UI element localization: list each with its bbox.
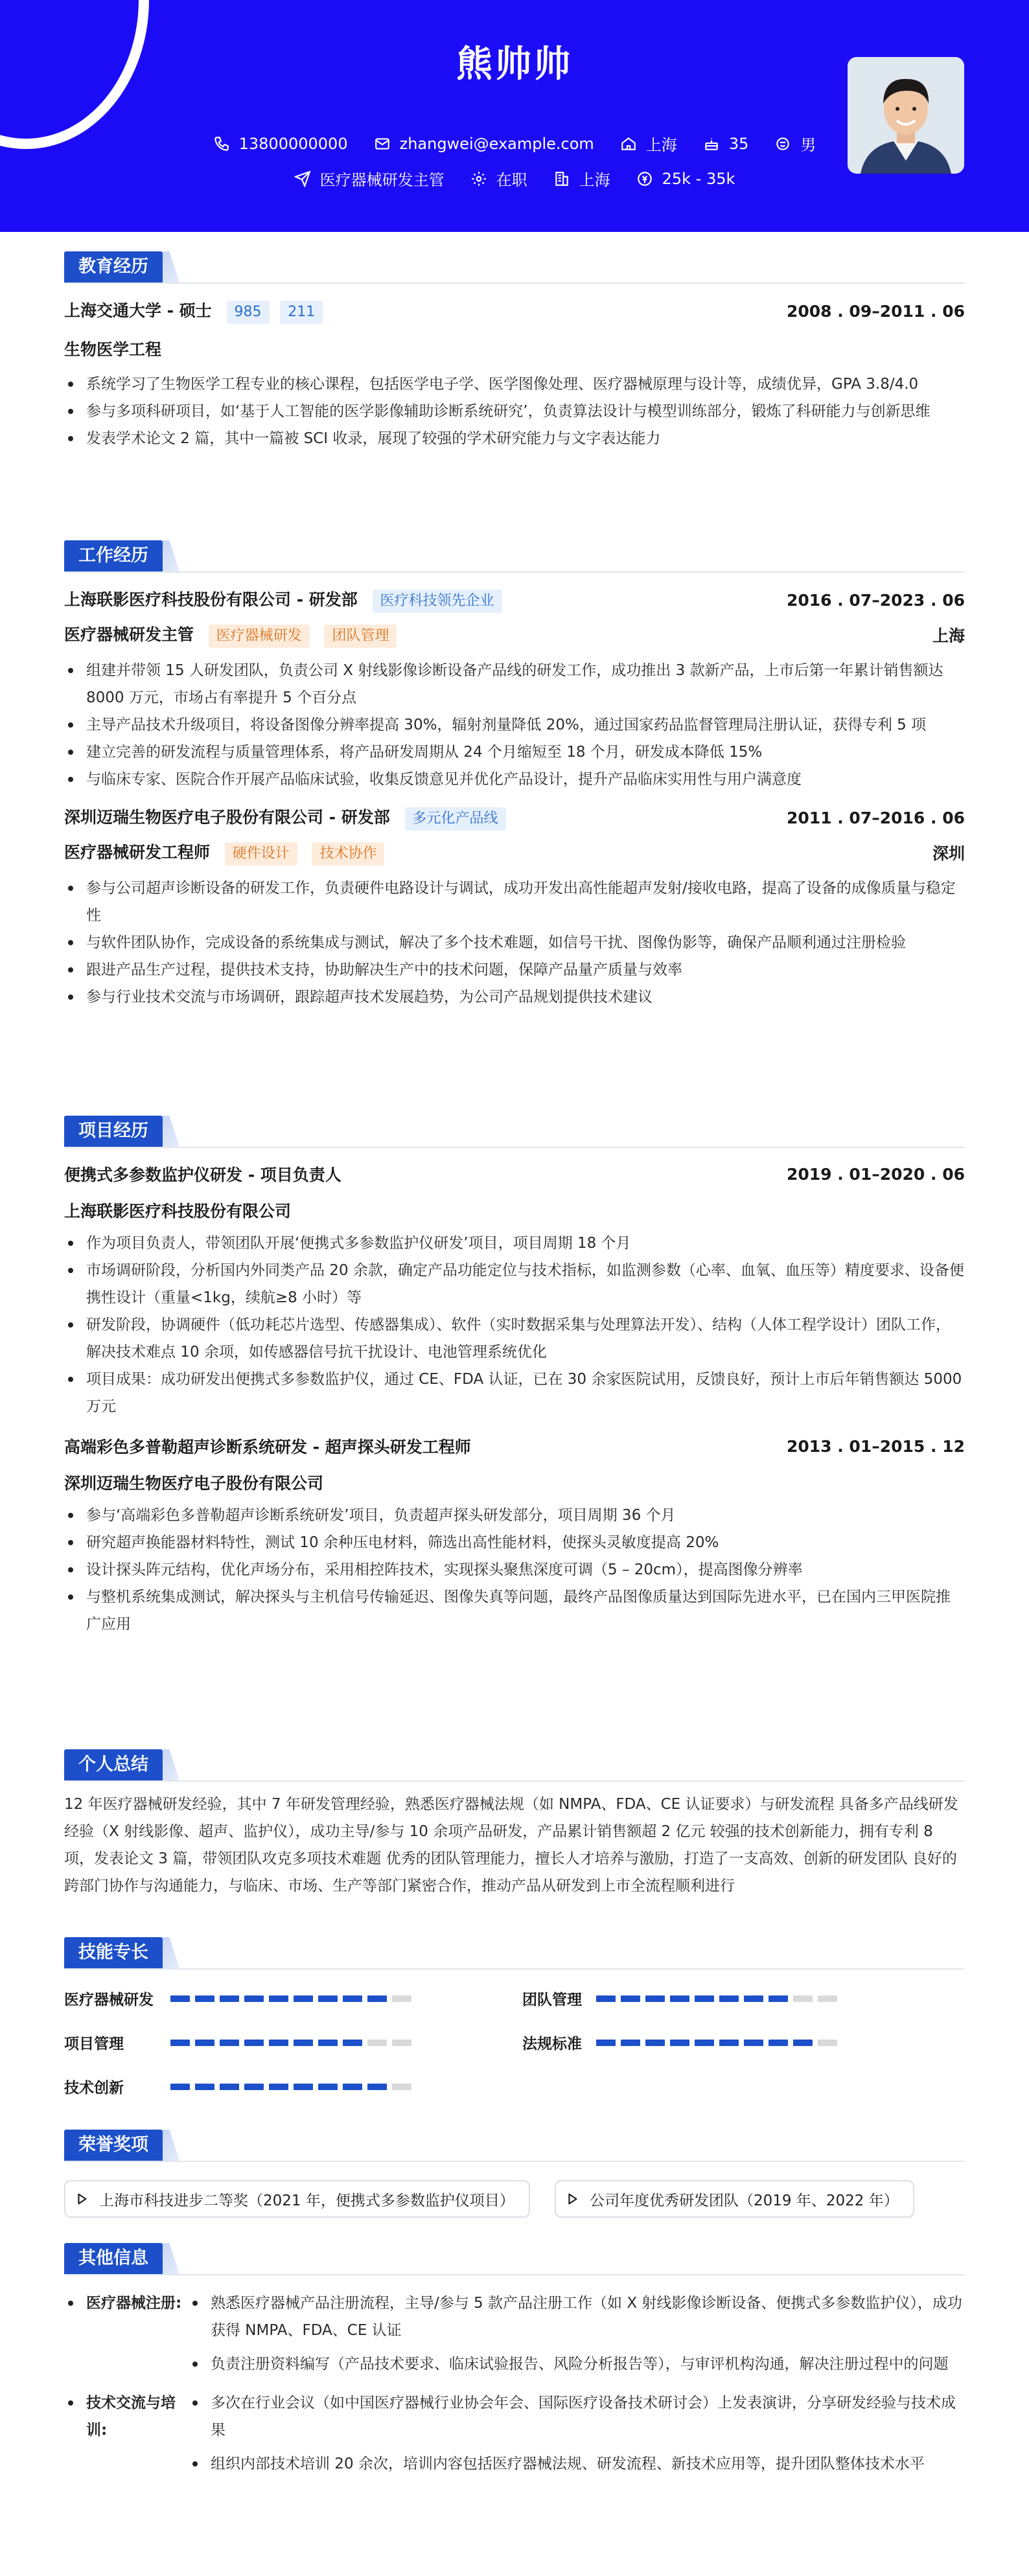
skill-segment <box>392 2084 411 2090</box>
role-tag: 硬件设计 <box>225 842 297 866</box>
skill-segment <box>392 1995 411 2002</box>
major-name: 生物医学工程 <box>64 340 162 359</box>
job-role-line <box>64 622 397 648</box>
skill-name: 医疗器械研发 <box>64 1992 154 2008</box>
job-header-row <box>64 805 965 831</box>
avatar <box>848 57 964 174</box>
skill-item <box>64 2032 417 2053</box>
skill-segment <box>367 1995 387 2002</box>
other-label: 技术交流与培训: <box>64 2389 189 2478</box>
list-item: 项目成果：成功研发出便携式多参数监护仪，通过 CE、FDA 认证，已在 30 余家医院试用，反馈良好，预计上市后年销售额达 5000 万元 <box>64 1366 965 1420</box>
project-name: 高端彩色多普勒超声诊断系统研发 - 超声探头研发工程师 <box>64 1438 471 1456</box>
phone-info <box>213 135 348 153</box>
education-row <box>64 298 965 324</box>
skills-grid <box>64 1970 965 2097</box>
skill-segment <box>170 1995 190 2002</box>
section-title: 项目经历 <box>64 1116 163 1147</box>
position-info <box>294 167 445 190</box>
list-item: 参与公司超声诊断设备的研发工作，负责硬件电路设计与调试，成功开发出高性能超声发射/接收电路，提高了设备的成像质量与稳定性 <box>64 875 965 929</box>
skill-segment <box>170 2040 190 2046</box>
honors-section <box>64 2130 965 2209</box>
gender-icon <box>774 135 791 152</box>
honor-text: 公司年度优秀研发团队（2019 年、2022 年） <box>590 2192 899 2209</box>
job-location: 上海 <box>932 627 965 645</box>
skill-segment <box>769 2040 788 2046</box>
skill-name: 法规标准 <box>522 2036 582 2053</box>
skill-segment <box>621 1995 640 2002</box>
gender-info <box>774 132 816 155</box>
skill-segment <box>318 1995 338 2002</box>
skill-segment <box>244 1995 264 2002</box>
skill-item <box>522 2032 842 2053</box>
list-item: 组织内部技术培训 20 余次，培训内容包括医疗器械法规、研发流程、新技术应用等，提升团队整体技术水平 <box>189 2450 965 2478</box>
job-header-row <box>64 587 965 613</box>
skill-level-bar <box>170 1995 417 2002</box>
summary-section <box>64 1749 965 1900</box>
role-tag: 医疗器械研发 <box>209 625 310 648</box>
education-date: 2008 . 09–2011 . 06 <box>786 301 965 321</box>
skill-segment <box>195 2040 214 2046</box>
school-tag: 985 <box>227 301 270 324</box>
skill-segment <box>269 2084 288 2090</box>
skill-name: 团队管理 <box>522 1992 582 2008</box>
skill-name: 技术创新 <box>64 2080 124 2097</box>
other-bullets <box>189 2389 965 2478</box>
skill-segment <box>670 2040 689 2046</box>
email-info <box>374 135 594 153</box>
home-icon <box>620 135 637 152</box>
job-bullets <box>64 875 965 1011</box>
section-title: 个人总结 <box>64 1749 163 1780</box>
list-item: 跟进产品生产过程，提供技术支持，协助解决生产中的技术问题，保障产品量产质量与效率 <box>64 956 965 983</box>
school-line <box>64 298 323 324</box>
target-city-text: 上海 <box>579 171 610 189</box>
job-role-row <box>64 840 965 866</box>
list-item: 组建并带领 15 人研发团队，负责公司 X 射线影像诊断设备产品线的研发工作，成功推出 3 款新产品，上市后第一年累计销售额达 8000 万元，市场占有率提升 5 个百分点 <box>64 657 965 711</box>
project-org: 上海联影医疗科技股份有限公司 <box>64 1202 292 1221</box>
project-name: 便携式多参数监护仪研发 - 项目负责人 <box>64 1166 341 1184</box>
skill-segment <box>367 2084 387 2090</box>
other-section <box>64 2243 965 2478</box>
section-title: 技能专长 <box>64 1937 163 1968</box>
skill-segment <box>269 1995 288 2002</box>
skill-segment <box>769 1995 788 2002</box>
play-icon <box>75 2192 89 2206</box>
job-org: 上海联影医疗科技股份有限公司 - 研发部 <box>64 590 358 609</box>
skill-segment <box>719 1995 739 2002</box>
phone-text: 13800000000 <box>238 134 348 153</box>
phone-icon <box>213 135 230 152</box>
section-title: 荣誉奖项 <box>64 2130 163 2161</box>
honors-header <box>64 2130 965 2162</box>
status-text: 在职 <box>496 171 527 189</box>
skill-segment <box>294 1995 313 2002</box>
skill-segment <box>621 2040 640 2046</box>
skill-segment <box>670 1995 689 2002</box>
job-location: 深圳 <box>932 844 965 863</box>
gear-icon <box>470 170 487 187</box>
skill-segment <box>244 2084 264 2090</box>
skill-segment <box>596 1995 616 2002</box>
role-tag: 团队管理 <box>324 625 397 648</box>
other-label: 医疗器械注册: <box>64 2290 189 2378</box>
job-date: 2011 . 07–2016 . 06 <box>786 808 965 827</box>
other-header <box>64 2243 965 2275</box>
skill-segment <box>793 2040 813 2046</box>
other-bullets <box>189 2290 965 2378</box>
list-item: 研发阶段，协调硬件（低功耗芯片选型、传感器集成）、软件（实时数据采集与处理算法开发）、结构（人体工程学设计）团队工作，解决技术难点 10 余项，如传感器信号抗干扰设计、电池管理系统优化 <box>64 1311 965 1366</box>
skill-item <box>64 1988 417 2009</box>
section-title: 工作经历 <box>64 540 163 571</box>
candidate-name: 熊帅帅 <box>456 43 573 86</box>
skill-segment <box>220 2040 239 2046</box>
list-item: 参与行业技术交流与市场调研，跟踪超声技术发展趋势，为公司产品规划提供技术建议 <box>64 983 965 1011</box>
skill-segment <box>695 1995 714 2002</box>
skill-segment <box>318 2084 338 2090</box>
skill-segment <box>318 2040 338 2046</box>
education-header <box>64 251 965 284</box>
skill-segment <box>744 2040 763 2046</box>
skill-item <box>522 1988 842 2009</box>
email-icon <box>374 135 391 152</box>
skill-segment <box>818 1995 837 2002</box>
summary-header <box>64 1749 965 1782</box>
skill-segment <box>793 1995 813 2002</box>
skill-segment <box>645 2040 665 2046</box>
project-header-row <box>64 1162 965 1186</box>
list-item: 主导产品技术升级项目，将设备图像分辨率提高 30%，辐射剂量降低 20%，通过国家药品监督管理局注册认证，获得专利 5 项 <box>64 711 965 739</box>
education-bullets <box>64 371 965 452</box>
job-role: 医疗器械研发主管 <box>64 625 194 644</box>
age-info <box>703 135 749 153</box>
project-date: 2013 . 01–2015 . 12 <box>786 1436 965 1456</box>
other-item <box>64 2389 965 2478</box>
skill-item <box>64 2076 417 2097</box>
job-role: 医疗器械研发工程师 <box>64 843 211 862</box>
projects-header <box>64 1116 965 1148</box>
position-text: 医疗器械研发主管 <box>319 171 445 189</box>
projects-section <box>64 1116 965 1638</box>
building-icon <box>553 170 570 187</box>
skill-segment <box>367 2040 387 2046</box>
list-item: 与整机系统集成测试，解决探头与主机信号传输延迟、图像失真等问题，最终产品图像质量达到国际先进水平，已在国内三甲医院推广应用 <box>64 1583 965 1638</box>
skill-segment <box>744 1995 763 2002</box>
salary-text: 25k - 35k <box>662 169 735 188</box>
list-item: 多次在行业会议（如中国医疗器械行业协会年会、国际医疗设备技术研讨会）上发表演讲，分享研发经验与技术成果 <box>189 2389 965 2444</box>
skill-segment <box>294 2040 313 2046</box>
job-role-line <box>64 840 384 866</box>
skill-segment <box>596 2040 616 2046</box>
skill-segment <box>695 2040 714 2046</box>
job-org-line <box>64 805 506 831</box>
cake-icon <box>703 135 720 152</box>
list-item: 熟悉医疗器械产品注册流程，主导/参与 5 款产品注册工作（如 X 射线影像诊断设备、便携式多参数监护仪），成功获得 NMPA、FDA、CE 认证 <box>189 2290 965 2344</box>
skill-segment <box>195 1995 214 2002</box>
section-title: 教育经历 <box>64 251 163 282</box>
list-item: 参与多项科研项目，如‘基于人工智能的医学影像辅助诊断系统研究’，负责算法设计与模型训练部分，锻炼了科研能力与创新思维 <box>64 398 965 425</box>
age-text: 35 <box>728 134 749 153</box>
skills-section <box>64 1937 965 2097</box>
city-info <box>620 132 677 155</box>
skill-segment <box>170 2084 190 2090</box>
skill-level-bar <box>596 2040 842 2046</box>
list-item: 研究超声换能器材料特性，测试 10 余种压电材料，筛选出高性能材料，使探头灵敏度提高 20% <box>64 1529 965 1556</box>
honor-card <box>64 2180 530 2218</box>
target-city-info <box>553 167 610 190</box>
resume-header <box>0 0 1029 232</box>
project-date: 2019 . 01–2020 . 06 <box>786 1164 965 1184</box>
skill-level-bar <box>170 2040 417 2046</box>
job-org-line <box>64 587 502 613</box>
skill-segment <box>343 2084 362 2090</box>
section-title: 其他信息 <box>64 2243 163 2274</box>
list-item: 与临床专家、医院合作开展产品临床试验，收集反馈意见并优化产品设计，提升产品临床实用性与用户满意度 <box>64 766 965 793</box>
skill-segment <box>220 1995 239 2002</box>
skill-segment <box>645 1995 665 2002</box>
list-item: 建立完善的研发流程与质量管理体系，将产品研发周期从 24 个月缩短至 18 个月，研发成本降低 15% <box>64 739 965 766</box>
list-item: 发表学术论文 2 篇，其中一篇被 SCI 收录，展现了较强的学术研究能力与文字表达能力 <box>64 425 965 452</box>
skill-segment <box>818 2040 837 2046</box>
project-header-row <box>64 1434 965 1458</box>
other-item <box>64 2290 965 2378</box>
skill-segment <box>220 2084 239 2090</box>
skill-name: 项目管理 <box>64 2036 124 2053</box>
salary-info <box>636 170 735 188</box>
skill-segment <box>195 2084 214 2090</box>
honor-text: 上海市科技进步二等奖（2021 年，便携式多参数监护仪项目） <box>99 2192 514 2209</box>
list-item: 与软件团队协作，完成设备的系统集成与测试，解决了多个技术难题，如信号干扰、图像伪影等，确保产品顺利通过注册检验 <box>64 929 965 956</box>
skill-segment <box>392 2040 411 2046</box>
list-item: 市场调研阶段，分析国内外同类产品 20 余款，确定产品功能定位与技术指标，如监测参数（心率、血氧、血压等）精度要求、设备便携性设计（重量<1kg，续航≥8 小时）等 <box>64 1257 965 1311</box>
status-info <box>470 167 527 190</box>
project-org: 深圳迈瑞生物医疗电子股份有限公司 <box>64 1474 324 1493</box>
skill-segment <box>294 2084 313 2090</box>
gender-text: 男 <box>800 136 816 154</box>
play-icon <box>565 2192 579 2206</box>
list-item: 系统学习了生物医学工程专业的核心课程，包括医学电子学、医学图像处理、医疗器械原理与设计等，成绩优异，GPA 3.8/4.0 <box>64 371 965 398</box>
work-section <box>64 540 965 1011</box>
school-tag: 211 <box>280 301 323 324</box>
email-text: zhangwei@example.com <box>399 134 594 153</box>
list-item: 作为项目负责人，带领团队开展‘便携式多参数监护仪研发’项目，项目周期 18 个月 <box>64 1230 965 1257</box>
skill-segment <box>719 2040 739 2046</box>
job-bullets <box>64 657 965 793</box>
org-tag: 医疗科技领先企业 <box>373 590 502 613</box>
skills-header <box>64 1937 965 1970</box>
send-icon <box>294 170 311 187</box>
list-item: 负责注册资料编写（产品技术要求、临床试验报告、风险分析报告等），与审评机构沟通，解决注册过程中的问题 <box>189 2351 965 2378</box>
org-tag: 多元化产品线 <box>405 807 506 831</box>
job-org: 深圳迈瑞生物医疗电子股份有限公司 - 研发部 <box>64 808 390 827</box>
role-tag: 技术协作 <box>312 842 384 866</box>
project-bullets <box>64 1230 965 1420</box>
city-text: 上海 <box>645 136 677 154</box>
education-section <box>64 251 965 452</box>
list-item: 参与‘高端彩色多普勒超声诊断系统研发’项目，负责超声探头研发部分，项目周期 36 个月 <box>64 1502 965 1529</box>
list-item: 设计探头阵元结构，优化声场分布，采用相控阵技术，实现探头聚焦深度可调（5 – 20cm），提高图像分辨率 <box>64 1556 965 1583</box>
job-date: 2016 . 07–2023 . 06 <box>786 590 965 610</box>
honor-card <box>555 2180 914 2218</box>
summary-text: 12 年医疗器械研发经验，其中 7 年研发管理经验，熟悉医疗器械法规（如 NMPA、FDA、CE 认证要求）与研发流程 具备多产品线研发经验（X 射线影像、超声、监护仪），成功主导/参与 10 余项产品研发，产品累计销售额超 2 亿元 较强的技术创新能力，拥有专利 8 项，发表论文 3 篇，带领团队攻克多项技术难题 优秀的团队管理能力，擅长人才培养与激励，打造了一支高效、创新的研发团队 良好的跨部门协作与沟通能力，与临床、市场、生产等部门紧密合作，推动产品从研发到上市全流程顺利进行 <box>64 1796 958 1894</box>
project-bullets <box>64 1502 965 1638</box>
work-header <box>64 540 965 573</box>
skill-segment <box>343 2040 362 2046</box>
money-icon <box>636 170 653 187</box>
skill-segment <box>343 1995 362 2002</box>
skill-segment <box>269 2040 288 2046</box>
job-role-row <box>64 622 965 648</box>
school-name: 上海交通大学 - 硕士 <box>64 301 212 320</box>
skill-level-bar <box>170 2084 417 2090</box>
skill-level-bar <box>596 1995 842 2002</box>
skill-segment <box>244 2040 264 2046</box>
